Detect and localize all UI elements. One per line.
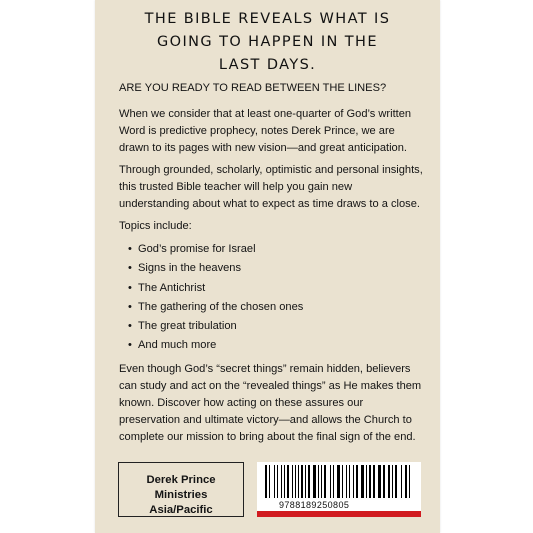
publisher-region: Asia/Pacific: [149, 504, 213, 516]
list-item: [128, 298, 424, 317]
red-accent-strip: [257, 511, 421, 517]
topic-label: The great tribulation: [138, 320, 237, 333]
headline: [95, 8, 440, 77]
bullet-icon: •: [128, 262, 132, 275]
paragraph-insights: Through grounded, scholarly, optimistic and personal insights, this trusted Bible teacher will help you gain new understanding about what to expect as time draws to a close.: [119, 164, 423, 210]
bullet-icon: •: [128, 243, 132, 255]
bullet-icon: •: [128, 281, 132, 294]
topic-label: The Antichrist: [138, 281, 206, 294]
paragraph-intro: When we consider that at least one-quarter of God’s written Word is predictive prophecy, notes Derek Prince, we are drawn to its pages with new vision—and great anticipation.: [119, 108, 412, 154]
book-back-cover: [95, 0, 440, 533]
bullet-icon: •: [128, 320, 132, 333]
barcode-icon: [263, 465, 415, 498]
barcode-box: [257, 462, 421, 517]
topic-label: Signs in the heavens: [138, 262, 241, 275]
list-item: [128, 317, 424, 336]
topics-list: [119, 240, 424, 356]
topics-intro: Topics include:: [119, 220, 192, 232]
paragraph-closing: Even though God’s “secret things” remain hidden, believers can study and act on the “revealed things” as He makes them known. Discover how acting on these assures our preservation and ultimate victory—and allows the Church to complete our mission to bring about the final sign of the end.: [119, 362, 422, 443]
isbn-number: 9788189250805: [279, 500, 350, 510]
publisher-box: [118, 462, 244, 517]
question-heading: ARE YOU READY TO READ BETWEEN THE LINES?: [119, 82, 387, 94]
list-item: [128, 259, 424, 278]
list-item: [128, 279, 424, 298]
headline-line-1: THE BIBLE REVEALS WHAT IS: [144, 11, 391, 27]
publisher-name: Derek Prince Ministries: [146, 474, 216, 501]
bullet-icon: •: [128, 300, 132, 313]
list-item: [128, 336, 424, 355]
bullet-icon: •: [128, 339, 132, 352]
headline-line-3: LAST DAYS.: [218, 57, 317, 73]
headline-line-2: GOING TO HAPPEN IN THE: [157, 34, 378, 50]
topic-label: The gathering of the chosen ones: [138, 300, 304, 313]
topic-label: God’s promise for Israel: [138, 243, 256, 255]
topic-label: And much more: [138, 339, 217, 352]
cover-body-text: [119, 80, 424, 451]
list-item: [128, 240, 424, 259]
